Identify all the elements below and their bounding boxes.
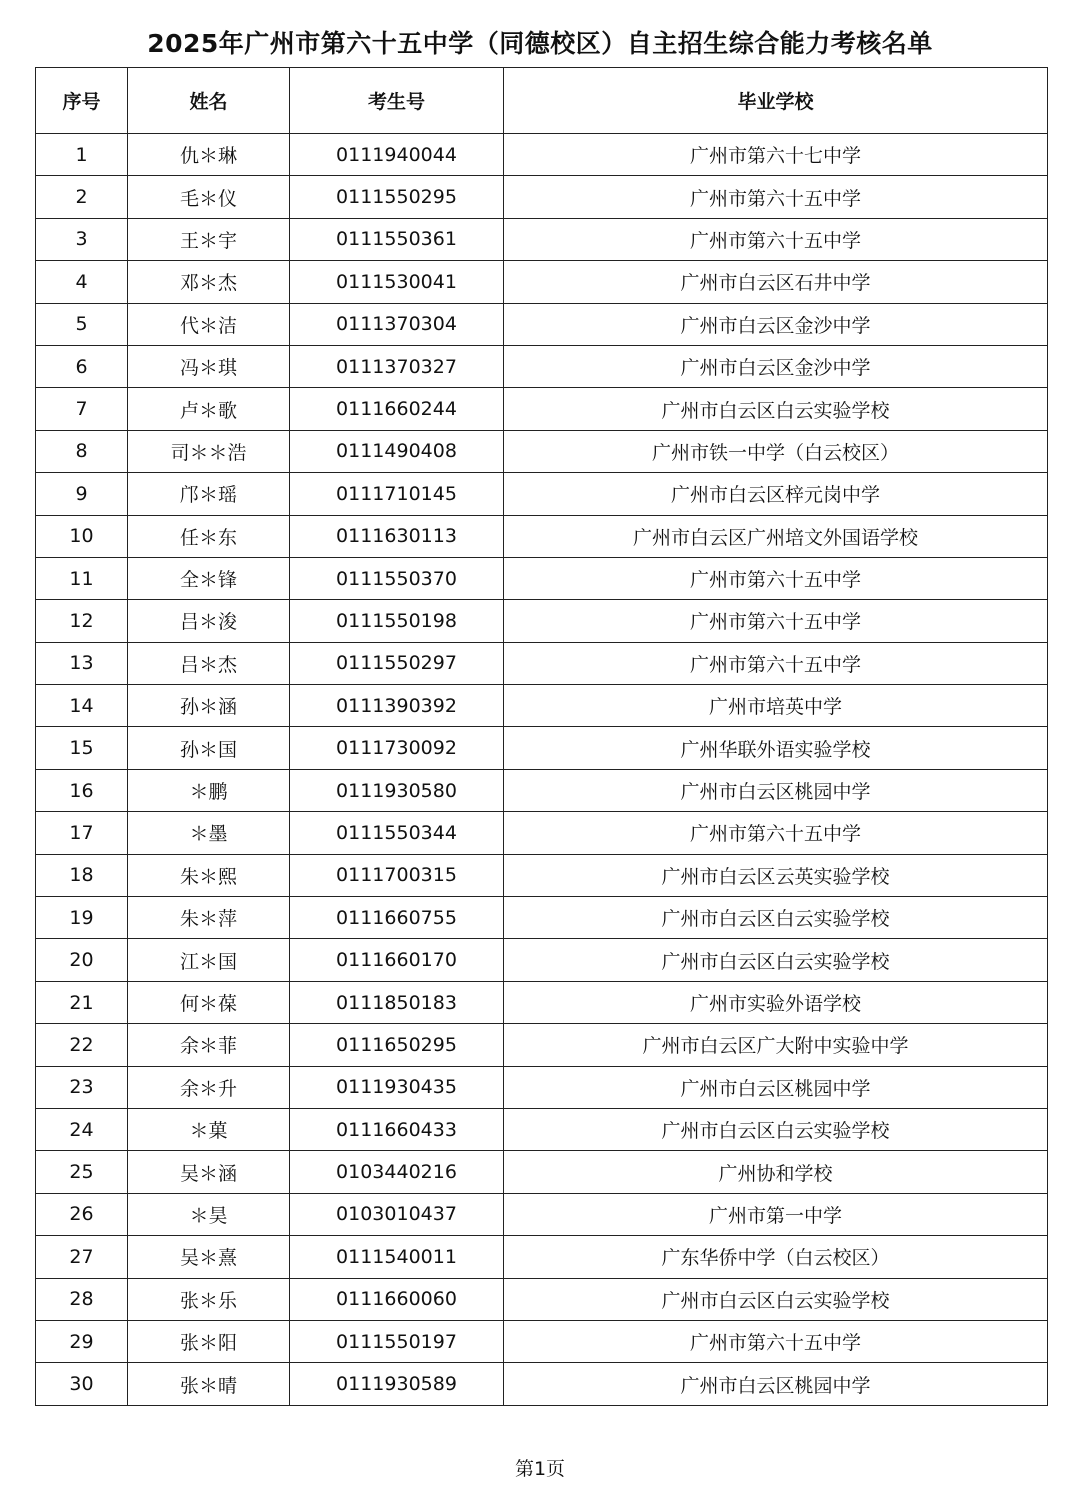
table-row — [36, 345, 1048, 387]
cell-name: 张＊阳 — [128, 1320, 290, 1362]
cell-school: 广州市铁一中学（白云校区） — [504, 430, 1048, 472]
cell-school: 广州市白云区桃园中学 — [504, 769, 1048, 811]
table-row — [36, 1193, 1048, 1235]
page-title: 2025年广州市第六十五中学（同德校区）自主招生综合能力考核名单 — [147, 29, 933, 58]
cell-school: 广州市白云区白云实验学校 — [504, 388, 1048, 430]
header-name: 姓名 — [128, 68, 290, 134]
table-row — [36, 1236, 1048, 1278]
cell-exam-id: 0111530041 — [290, 261, 504, 303]
table-row — [36, 557, 1048, 599]
table-row — [36, 134, 1048, 176]
table-row — [36, 981, 1048, 1023]
cell-seq: 22 — [36, 1024, 128, 1066]
cell-name: ＊鹏 — [128, 769, 290, 811]
cell-seq: 4 — [36, 261, 128, 303]
cell-seq: 21 — [36, 981, 128, 1023]
cell-name: ＊昊 — [128, 1193, 290, 1235]
table-row — [36, 939, 1048, 981]
cell-name: 邓＊杰 — [128, 261, 290, 303]
cell-exam-id: 0111550297 — [290, 642, 504, 684]
cell-school: 广州市实验外语学校 — [504, 981, 1048, 1023]
table-row — [36, 176, 1048, 218]
cell-seq: 8 — [36, 430, 128, 472]
cell-school: 广州市第六十五中学 — [504, 642, 1048, 684]
cell-name: 卢＊歌 — [128, 388, 290, 430]
cell-seq: 15 — [36, 727, 128, 769]
cell-exam-id: 0111370327 — [290, 345, 504, 387]
cell-seq: 12 — [36, 600, 128, 642]
cell-name: 代＊洁 — [128, 303, 290, 345]
table-row — [36, 1108, 1048, 1150]
table-row — [36, 897, 1048, 939]
cell-exam-id: 0111660060 — [290, 1278, 504, 1320]
table-row — [36, 261, 1048, 303]
table-row — [36, 515, 1048, 557]
cell-name: 任＊东 — [128, 515, 290, 557]
cell-exam-id: 0111940044 — [290, 134, 504, 176]
header-seq: 序号 — [36, 68, 128, 134]
table-row — [36, 642, 1048, 684]
cell-name: 朱＊萍 — [128, 897, 290, 939]
cell-exam-id: 0111660170 — [290, 939, 504, 981]
table-row — [36, 1024, 1048, 1066]
table-row — [36, 727, 1048, 769]
cell-exam-id: 0111550344 — [290, 812, 504, 854]
cell-name: 冯＊琪 — [128, 345, 290, 387]
table-row — [36, 1066, 1048, 1108]
table-row — [36, 600, 1048, 642]
cell-name: 司＊＊浩 — [128, 430, 290, 472]
cell-school: 广州市第六十五中学 — [504, 176, 1048, 218]
table-row — [36, 430, 1048, 472]
cell-name: 张＊乐 — [128, 1278, 290, 1320]
cell-school: 广州市白云区白云实验学校 — [504, 1278, 1048, 1320]
cell-school: 广州市第六十五中学 — [504, 812, 1048, 854]
cell-exam-id: 0111930589 — [290, 1363, 504, 1405]
table-row — [36, 1363, 1048, 1405]
cell-school: 广州市第六十五中学 — [504, 557, 1048, 599]
cell-exam-id: 0111390392 — [290, 685, 504, 727]
cell-name: 余＊菲 — [128, 1024, 290, 1066]
cell-seq: 2 — [36, 176, 128, 218]
cell-exam-id: 0111660755 — [290, 897, 504, 939]
cell-seq: 27 — [36, 1236, 128, 1278]
cell-seq: 14 — [36, 685, 128, 727]
table-row — [36, 1278, 1048, 1320]
cell-school: 广东华侨中学（白云校区） — [504, 1236, 1048, 1278]
cell-exam-id: 0111550370 — [290, 557, 504, 599]
table-row — [36, 218, 1048, 260]
cell-name: 张＊晴 — [128, 1363, 290, 1405]
cell-exam-id: 0111710145 — [290, 473, 504, 515]
cell-exam-id: 0111540011 — [290, 1236, 504, 1278]
cell-school: 广州市白云区广大附中实验中学 — [504, 1024, 1048, 1066]
cell-seq: 3 — [36, 218, 128, 260]
cell-seq: 11 — [36, 557, 128, 599]
cell-seq: 30 — [36, 1363, 128, 1405]
table-row — [36, 1151, 1048, 1193]
cell-school: 广州市白云区金沙中学 — [504, 345, 1048, 387]
cell-seq: 7 — [36, 388, 128, 430]
table-row — [36, 473, 1048, 515]
cell-exam-id: 0103440216 — [290, 1151, 504, 1193]
cell-exam-id: 0111660433 — [290, 1108, 504, 1150]
cell-exam-id: 0111660244 — [290, 388, 504, 430]
cell-name: 吴＊涵 — [128, 1151, 290, 1193]
cell-name: 吴＊熹 — [128, 1236, 290, 1278]
cell-name: 邝＊瑶 — [128, 473, 290, 515]
cell-school: 广州市第六十五中学 — [504, 600, 1048, 642]
table-body — [36, 134, 1048, 1406]
cell-name: 吕＊浚 — [128, 600, 290, 642]
cell-seq: 16 — [36, 769, 128, 811]
table-row — [36, 388, 1048, 430]
cell-school: 广州市第六十五中学 — [504, 1320, 1048, 1362]
cell-name: ＊菓 — [128, 1108, 290, 1150]
page-number: 第1页 — [514, 1458, 566, 1480]
cell-seq: 17 — [36, 812, 128, 854]
header-school: 毕业学校 — [504, 68, 1048, 134]
cell-school: 广州市第一中学 — [504, 1193, 1048, 1235]
cell-exam-id: 0111930435 — [290, 1066, 504, 1108]
cell-seq: 1 — [36, 134, 128, 176]
table-row — [36, 854, 1048, 896]
cell-seq: 6 — [36, 345, 128, 387]
table-header-row — [36, 68, 1048, 134]
cell-seq: 29 — [36, 1320, 128, 1362]
candidate-table — [35, 67, 1048, 1406]
table-row — [36, 685, 1048, 727]
cell-seq: 24 — [36, 1108, 128, 1150]
cell-exam-id: 0103010437 — [290, 1193, 504, 1235]
table-row — [36, 769, 1048, 811]
cell-school: 广州市白云区白云实验学校 — [504, 1108, 1048, 1150]
cell-name: 朱＊熙 — [128, 854, 290, 896]
cell-exam-id: 0111850183 — [290, 981, 504, 1023]
cell-exam-id: 0111700315 — [290, 854, 504, 896]
cell-exam-id: 0111370304 — [290, 303, 504, 345]
cell-school: 广州市白云区石井中学 — [504, 261, 1048, 303]
cell-seq: 23 — [36, 1066, 128, 1108]
cell-name: 吕＊杰 — [128, 642, 290, 684]
cell-school: 广州华联外语实验学校 — [504, 727, 1048, 769]
table-row — [36, 812, 1048, 854]
cell-exam-id: 0111490408 — [290, 430, 504, 472]
cell-exam-id: 0111550198 — [290, 600, 504, 642]
cell-seq: 10 — [36, 515, 128, 557]
cell-seq: 25 — [36, 1151, 128, 1193]
cell-school: 广州市白云区云英实验学校 — [504, 854, 1048, 896]
cell-exam-id: 0111630113 — [290, 515, 504, 557]
cell-school: 广州市培英中学 — [504, 685, 1048, 727]
cell-name: 毛＊仪 — [128, 176, 290, 218]
cell-seq: 9 — [36, 473, 128, 515]
cell-name: ＊墨 — [128, 812, 290, 854]
cell-name: 江＊国 — [128, 939, 290, 981]
cell-school: 广州市白云区梓元岗中学 — [504, 473, 1048, 515]
cell-name: 仇＊琳 — [128, 134, 290, 176]
cell-seq: 19 — [36, 897, 128, 939]
cell-school: 广州市白云区金沙中学 — [504, 303, 1048, 345]
cell-name: 全＊锋 — [128, 557, 290, 599]
cell-school: 广州市白云区白云实验学校 — [504, 897, 1048, 939]
cell-seq: 13 — [36, 642, 128, 684]
cell-exam-id: 0111550361 — [290, 218, 504, 260]
cell-exam-id: 0111550295 — [290, 176, 504, 218]
cell-school: 广州市白云区广州培文外国语学校 — [504, 515, 1048, 557]
cell-school: 广州市白云区桃园中学 — [504, 1066, 1048, 1108]
cell-school: 广州市第六十七中学 — [504, 134, 1048, 176]
cell-school: 广州市白云区桃园中学 — [504, 1363, 1048, 1405]
cell-name: 孙＊国 — [128, 727, 290, 769]
cell-school: 广州协和学校 — [504, 1151, 1048, 1193]
cell-exam-id: 0111550197 — [290, 1320, 504, 1362]
cell-exam-id: 0111730092 — [290, 727, 504, 769]
cell-name: 王＊宇 — [128, 218, 290, 260]
cell-name: 孙＊涵 — [128, 685, 290, 727]
cell-name: 何＊葆 — [128, 981, 290, 1023]
cell-school: 广州市白云区白云实验学校 — [504, 939, 1048, 981]
cell-name: 余＊升 — [128, 1066, 290, 1108]
cell-seq: 5 — [36, 303, 128, 345]
cell-seq: 18 — [36, 854, 128, 896]
table-row — [36, 303, 1048, 345]
cell-exam-id: 0111650295 — [290, 1024, 504, 1066]
header-exam-id: 考生号 — [290, 68, 504, 134]
cell-seq: 28 — [36, 1278, 128, 1320]
cell-exam-id: 0111930580 — [290, 769, 504, 811]
cell-seq: 26 — [36, 1193, 128, 1235]
table-row — [36, 1320, 1048, 1362]
cell-school: 广州市第六十五中学 — [504, 218, 1048, 260]
cell-seq: 20 — [36, 939, 128, 981]
